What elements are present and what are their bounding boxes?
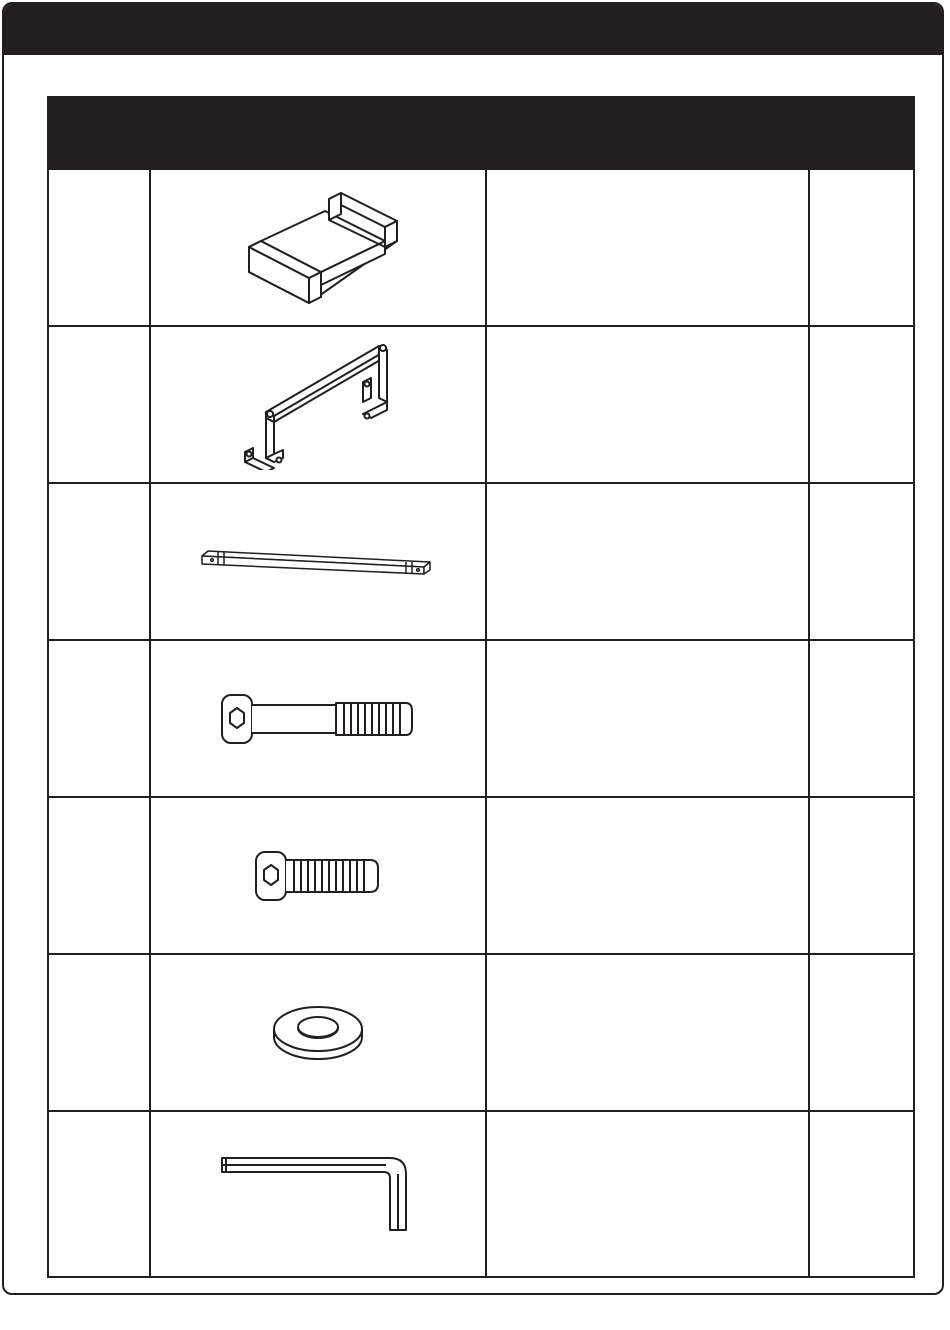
header-key [48, 97, 150, 169]
short-bolt-icon [252, 848, 384, 904]
part-image-cell [150, 1111, 486, 1277]
part-key [48, 640, 150, 797]
part-quantity [809, 169, 914, 326]
table-row [48, 640, 914, 797]
part-key [48, 954, 150, 1111]
part-quantity [809, 1111, 914, 1277]
part-quantity [809, 797, 914, 954]
part-image-cell [150, 326, 486, 483]
table-row [48, 797, 914, 954]
part-image-cell [150, 954, 486, 1111]
part-image-cell [150, 483, 486, 640]
part-image-cell [150, 797, 486, 954]
table-row [48, 483, 914, 640]
part-description [486, 1111, 809, 1277]
table-row [48, 954, 914, 1111]
part-key [48, 797, 150, 954]
part-description [486, 483, 809, 640]
square-rod-icon [198, 542, 438, 582]
page-title-bar [4, 4, 942, 55]
table-row [48, 169, 914, 326]
part-key [48, 483, 150, 640]
washer-icon [268, 1003, 368, 1063]
u-frame-icon [233, 340, 403, 470]
header-description [486, 97, 809, 169]
allen-key-icon [218, 1154, 418, 1234]
table-row [48, 1111, 914, 1277]
parts-table [47, 96, 915, 1278]
header-quantity [809, 97, 914, 169]
table-row [48, 326, 914, 483]
part-description [486, 640, 809, 797]
part-image-cell [150, 169, 486, 326]
part-description [486, 326, 809, 483]
page-frame [2, 2, 944, 1295]
part-quantity [809, 640, 914, 797]
header-image [150, 97, 486, 169]
part-key [48, 1111, 150, 1277]
part-key [48, 169, 150, 326]
part-image-cell [150, 640, 486, 797]
part-description [486, 954, 809, 1111]
parts-table-header [48, 97, 914, 169]
part-description [486, 169, 809, 326]
part-quantity [809, 954, 914, 1111]
bracket-block-icon [233, 186, 403, 310]
part-quantity [809, 326, 914, 483]
long-bolt-icon [218, 691, 418, 747]
part-description [486, 797, 809, 954]
part-key [48, 326, 150, 483]
part-quantity [809, 483, 914, 640]
